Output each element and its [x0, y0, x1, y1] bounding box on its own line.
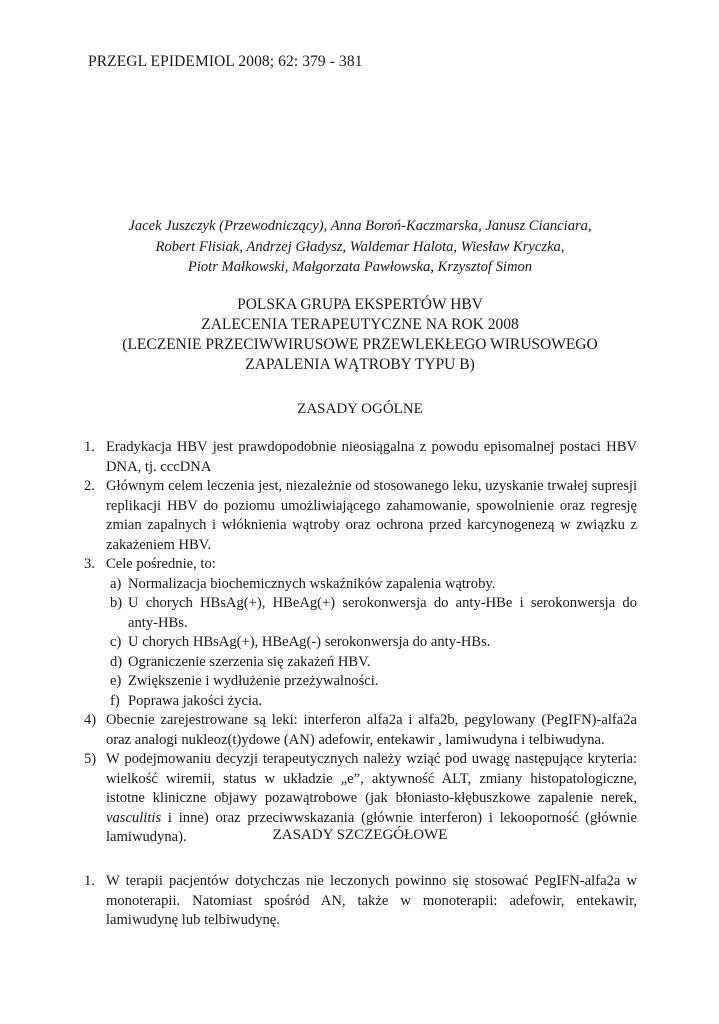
sub-list-item: [106, 653, 637, 673]
list-item: [84, 438, 637, 477]
item-text: W podejmowaniu decyzji terapeutycznych należy wziąć pod uwagę następujące kryteria: wielkość wiremii, status w układzie „e”, aktywność ALT, zmiany histopatologiczne, istotne kliniczne objawy pozawątrobowe (jak błoniasto-kłębuszkowe zapalenie nerek,: [106, 751, 637, 806]
list-item: [84, 555, 637, 711]
item-text: W terapii pacjentów dotychczas nie leczonych powinno się stosować PegIFN-alfa2a w monoterapii. Natomiast spośród AN, także w monoterapii: adefowir, entekawir, lamiwudynę lub telbiwudynę.: [106, 873, 637, 928]
title-line: (LECZENIE PRZECIWWIRUSOWE PRZEWLEKŁEGO WIRUSOWEGO: [122, 336, 598, 353]
sub-item-text: Zwiększenie i wydłużenie przeżywalności.: [128, 673, 379, 689]
item-text-italic: vasculitis: [106, 809, 162, 826]
item-number: 5): [84, 751, 97, 767]
item-text: Głównym celem leczenia jest, niezależnie od stosowanego leku, uzyskanie trwałej supresji replikacji HBV do poziomu umożliwiającego zahamowanie, spowolnienie oraz regresję zmian zapalnych i włóknienia wątroby oraz ochrona przed karcynogenezą w związku z zakażeniem HBV.: [106, 478, 637, 553]
general-rules-list: [84, 438, 637, 848]
sub-list-item: [106, 594, 637, 633]
author-line: Robert Flisiak, Andrzej Gładysz, Waldemar Halota, Wiesław Kryczka,: [155, 238, 565, 255]
sub-item-text: Poprawa jakości życia.: [128, 692, 263, 709]
item-number: 1.: [84, 439, 95, 455]
item-text: i inne) oraz przeciwwskazania (głównie interferon) i lekooporność (głównie lamiwudyna).: [106, 809, 637, 845]
title-line: ZALECENIA TERAPEUTYCZNE NA ROK 2008: [201, 316, 519, 333]
list-item: [84, 477, 637, 555]
sub-item-letter: f): [110, 692, 120, 709]
item-text: Eradykacja HBV jest prawdopodobnie nieosiągalna z powodu episomalnej postaci HBV DNA, tj. cccDNA: [106, 439, 637, 475]
sub-list-item: [106, 575, 637, 595]
section-heading-general: ZASADY OGÓLNE: [297, 401, 423, 417]
sub-item-letter: e): [110, 673, 122, 689]
author-line: Jacek Juszczyk (Przewodniczący), Anna Boroń-Kaczmarska, Janusz Cianciara,: [128, 218, 592, 234]
item-number: 2.: [84, 478, 95, 494]
sub-item-letter: c): [110, 634, 122, 650]
author-line: Piotr Małkowski, Małgorzata Pawłowska, Krzysztof Simon: [187, 259, 533, 275]
item-text: Obecnie zarejestrowane są leki: interferon alfa2a i alfa2b, pegylowany (PegIFN)-alfa2a oraz analogi nukleoz(t)ydowe (AN) adefowir, entekawir , lamiwudyna i telbiwudyna.: [106, 712, 637, 748]
journal-header: PRZEGL EPIDEMIOL 2008; 62: 379 - 381: [88, 53, 363, 70]
list-item: [84, 872, 637, 931]
item-text: Cele pośrednie, to:: [106, 556, 216, 572]
item-number: 4): [84, 712, 97, 728]
sub-item-letter: b): [110, 595, 123, 611]
title-line: POLSKA GRUPA EKSPERTÓW HBV: [237, 296, 483, 313]
section-heading-detailed: ZASADY SZCZEGÓŁOWE: [272, 827, 448, 843]
sub-item-text: U chorych HBsAg(+), HBeAg(-) serokonwersja do anty-HBs.: [128, 634, 491, 650]
sub-item-letter: a): [110, 575, 122, 592]
sub-item-text: Ograniczenie szerzenia się zakażeń HBV.: [128, 653, 371, 670]
sub-list-item: [106, 672, 637, 692]
author-list: [80, 216, 640, 278]
list-item: [84, 711, 637, 750]
sub-item-text: U chorych HBsAg(+), HBeAg(+) serokonwersja do anty-HBe i serokonwersja do anty-HBs.: [128, 595, 637, 631]
item-number: 1.: [84, 873, 95, 889]
sub-list-item: [106, 692, 637, 712]
document-title: [60, 295, 660, 375]
sub-item-text: Normalizacja biochemicznych wskaźników zapalenia wątroby.: [128, 575, 496, 592]
intermediate-goals-list: [106, 575, 637, 712]
item-number: 3.: [84, 556, 95, 572]
title-line: ZAPALENIA WĄTROBY TYPU B): [245, 356, 475, 373]
detailed-rules-list: [84, 872, 637, 931]
sub-item-letter: d): [110, 653, 123, 670]
sub-list-item: [106, 633, 637, 653]
